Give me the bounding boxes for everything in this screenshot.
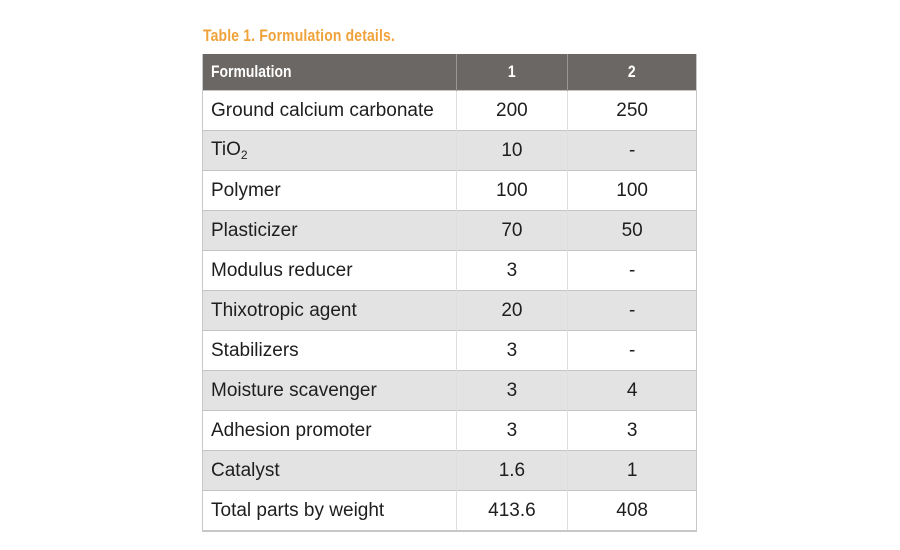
- ingredient-label: Modulus reducer: [211, 259, 353, 281]
- header-formulation-1: [456, 54, 568, 91]
- header-formulation-2: [568, 54, 697, 91]
- value-formulation-2: -: [568, 131, 697, 171]
- header-label: 2: [628, 62, 637, 81]
- ingredient-name: [203, 251, 457, 291]
- value-formulation-2: 50: [568, 211, 697, 251]
- subscript: 2: [240, 148, 248, 162]
- value-formulation-2: -: [568, 251, 697, 291]
- value-formulation-2: 100: [568, 171, 697, 211]
- ingredient-name: [203, 331, 457, 371]
- table-row: [203, 171, 697, 211]
- value-formulation-2: 4: [568, 371, 697, 411]
- table-row: [203, 291, 697, 331]
- value-formulation-2: 3: [568, 411, 697, 451]
- ingredient-name: [203, 291, 457, 331]
- value-formulation-1: 3: [456, 371, 568, 411]
- ingredient-name: [203, 451, 457, 491]
- ingredient-label: Ground calcium carbonate: [211, 99, 434, 121]
- table-row: [203, 91, 697, 131]
- value-formulation-1: 100: [456, 171, 568, 211]
- value-formulation-1: 20: [456, 291, 568, 331]
- table-row: [203, 131, 697, 171]
- ingredient-label: Thixotropic agent: [211, 299, 357, 321]
- value-formulation-2: 1: [568, 451, 697, 491]
- ingredient-label: TiO: [211, 139, 241, 160]
- ingredient-name: [203, 411, 457, 451]
- table-row: [203, 371, 697, 411]
- table-row: [203, 211, 697, 251]
- ingredient-name: [203, 91, 457, 131]
- value-formulation-1: 200: [456, 91, 568, 131]
- table-row: [203, 491, 697, 532]
- ingredient-label: Catalyst: [211, 459, 280, 481]
- ingredient-label: Plasticizer: [211, 219, 298, 241]
- header-formulation: [203, 54, 457, 91]
- value-formulation-1: 3: [456, 331, 568, 371]
- formulation-table: [202, 54, 697, 532]
- value-formulation-1: 3: [456, 251, 568, 291]
- value-formulation-2: 250: [568, 91, 697, 131]
- ingredient-name: [203, 371, 457, 411]
- table-caption: Table 1. Formulation details.: [203, 26, 395, 45]
- ingredient-name: [203, 211, 457, 251]
- table-header-row: [203, 54, 697, 91]
- header-label: 1: [508, 62, 516, 81]
- ingredient-label: Moisture scavenger: [211, 379, 377, 401]
- value-formulation-1: 10: [456, 131, 568, 171]
- table-row: [203, 251, 697, 291]
- ingredient-label: Adhesion promoter: [211, 419, 372, 441]
- table-row: [203, 331, 697, 371]
- value-formulation-2: 408: [568, 491, 697, 532]
- table-row: [203, 451, 697, 491]
- ingredient-label: Stabilizers: [211, 339, 299, 361]
- value-formulation-2: -: [568, 331, 697, 371]
- value-formulation-2: -: [568, 291, 697, 331]
- value-formulation-1: 3: [456, 411, 568, 451]
- ingredient-label: Total parts by weight: [211, 499, 385, 521]
- ingredient-name: [203, 131, 457, 171]
- value-formulation-1: 1.6: [456, 451, 568, 491]
- ingredient-label: Polymer: [211, 179, 281, 201]
- table-row: [203, 411, 697, 451]
- header-label: Formulation: [211, 62, 292, 81]
- ingredient-name: [203, 171, 457, 211]
- value-formulation-1: 413.6: [456, 491, 568, 532]
- value-formulation-1: 70: [456, 211, 568, 251]
- ingredient-name: [203, 491, 457, 532]
